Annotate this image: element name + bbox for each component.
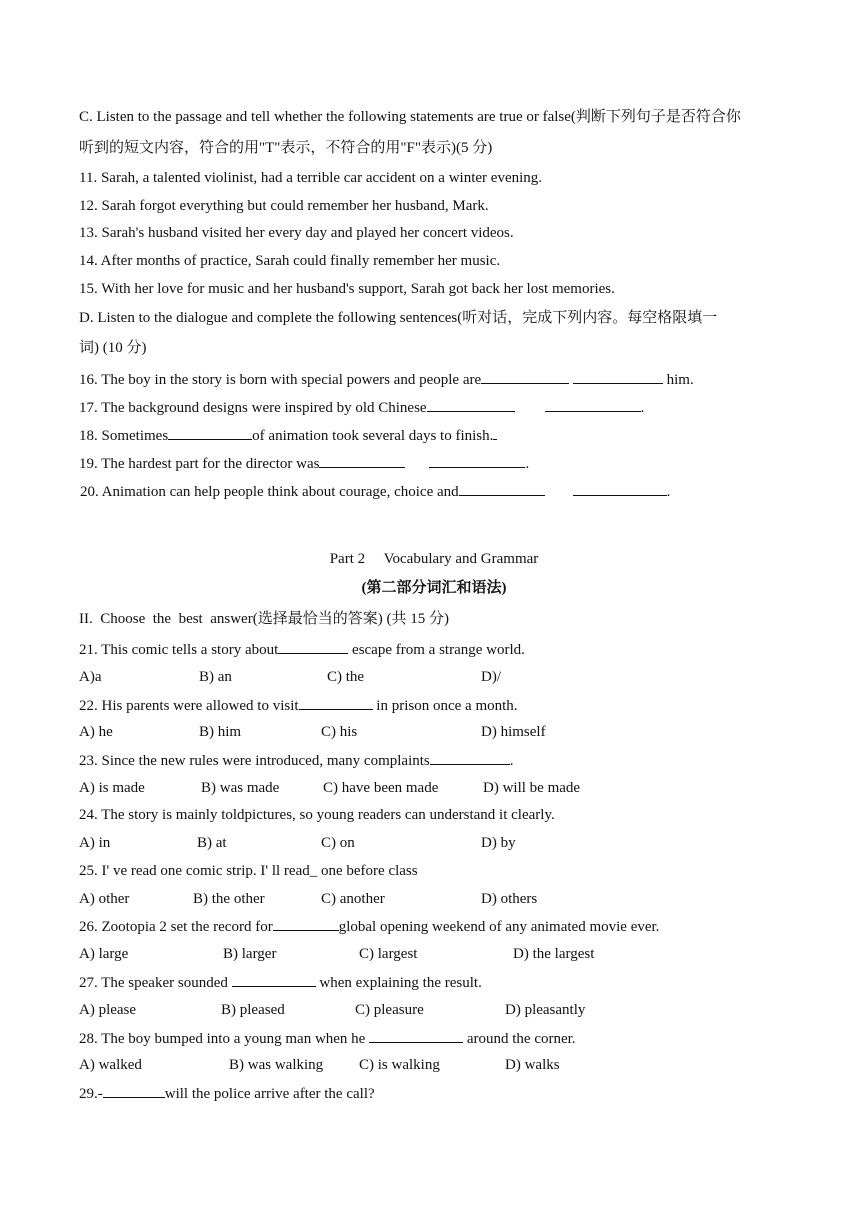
answer-blank[interactable]	[545, 398, 641, 412]
answer-blank[interactable]	[573, 370, 663, 384]
option-d[interactable]: D) the largest	[513, 946, 595, 962]
answer-blank[interactable]	[168, 426, 252, 440]
answer-blank[interactable]	[430, 751, 510, 765]
option-c[interactable]: C) another	[321, 891, 385, 907]
statement-11: 11. Sarah, a talented violinist, had a terrible car accident on a winter evening.	[79, 170, 543, 186]
option-b[interactable]: B) the other	[193, 891, 265, 907]
option-c[interactable]: C) the	[327, 669, 365, 685]
answer-blank[interactable]	[369, 1029, 463, 1043]
question-17: 17. The background designs were inspired by old Chinese .	[79, 400, 645, 416]
section-c-header-line2: 听到的短文内容，符合的用"T"表示，不符合的用"F"表示)(5 分)	[79, 140, 493, 156]
answer-blank[interactable]	[278, 640, 348, 654]
question-20: 20. Animation can help people think about courage, choice and .	[80, 484, 671, 500]
option-c[interactable]: C) have been made	[323, 780, 439, 796]
option-a[interactable]: A) in	[79, 835, 111, 851]
option-a[interactable]: A) walked	[79, 1057, 142, 1073]
answer-blank[interactable]	[481, 370, 569, 384]
answer-blank[interactable]	[103, 1084, 165, 1098]
option-c[interactable]: C) pleasure	[355, 1002, 424, 1018]
question-27: 27. The speaker sounded when explaining the result.	[79, 975, 482, 991]
question-29: 29.- will the police arrive after the call?	[79, 1086, 375, 1102]
answer-blank[interactable]	[429, 454, 525, 468]
statement-13: 13. Sarah's husband visited her every day and played her concert videos.	[79, 225, 514, 241]
answer-blank[interactable]	[459, 482, 545, 496]
statement-15: 15. With her love for music and her husband's support, Sarah got back her lost memories.	[79, 281, 615, 297]
answer-blank[interactable]	[273, 917, 339, 931]
option-c[interactable]: C) largest	[359, 946, 418, 962]
part-title: Part 2 Vocabulary and Grammar	[329, 551, 539, 567]
question-21: 21. This comic tells a story about escape from a strange world.	[79, 642, 525, 658]
question-22: 22. His parents were allowed to visit in prison once a month.	[79, 698, 518, 714]
option-b[interactable]: B) at	[197, 835, 227, 851]
option-c[interactable]: C) his	[321, 724, 358, 740]
question-18: 18. Sometimes of animation took several days to finish.	[79, 426, 497, 445]
option-a[interactable]: A) he	[79, 724, 113, 740]
statement-14: 14. After months of practice, Sarah could finally remember her music.	[79, 253, 501, 269]
answer-blank[interactable]	[573, 482, 667, 496]
option-d[interactable]: D) pleasantly	[505, 1002, 586, 1018]
section-d-header-line1: D. Listen to the dialogue and complete the following sentences(听对话，完成下列内容。每空格限填一	[79, 310, 718, 326]
question-23: 23. Since the new rules were introduced, many complaints .	[79, 753, 514, 769]
option-b[interactable]: B) an	[199, 669, 232, 685]
question-16: 16. The boy in the story is born with special powers and people are him.	[79, 372, 694, 388]
answer-blank[interactable]	[299, 696, 373, 710]
option-d[interactable]: D) others	[481, 891, 538, 907]
section-c-header-line1: C. Listen to the passage and tell whether the following statements are true or false(判断下列句子是否符合你	[79, 109, 741, 125]
option-c[interactable]: C) on	[321, 835, 355, 851]
question-25: 25. I' ve read one comic strip. I' ll read_ one before class	[79, 863, 418, 879]
section-ii-instruction: II. Choose the best answer(选择最恰当的答案) (共 15 分)	[79, 611, 449, 627]
option-b[interactable]: B) was walking	[229, 1057, 324, 1073]
question-24: 24. The story is mainly toldpictures, so young readers can understand it clearly.	[79, 807, 555, 823]
option-a[interactable]: A) large	[79, 946, 129, 962]
option-d[interactable]: D)/	[481, 669, 501, 685]
option-b[interactable]: B) him	[199, 724, 242, 740]
part-subtitle: (第二部分词汇和语法)	[361, 580, 507, 596]
option-b[interactable]: B) pleased	[221, 1002, 285, 1018]
option-b[interactable]: B) larger	[223, 946, 277, 962]
option-d[interactable]: D) will be made	[483, 780, 581, 796]
option-a[interactable]: A)a	[79, 669, 102, 685]
question-26: 26. Zootopia 2 set the record for global opening weekend of any animated movie ever.	[79, 919, 660, 935]
option-a[interactable]: A) is made	[79, 780, 145, 796]
option-b[interactable]: B) was made	[201, 780, 280, 796]
option-d[interactable]: D) himself	[481, 724, 546, 740]
question-19: 19. The hardest part for the director was .	[79, 456, 530, 472]
statement-12: 12. Sarah forgot everything but could remember her husband, Mark.	[79, 198, 489, 214]
option-d[interactable]: D) by	[481, 835, 516, 851]
option-d[interactable]: D) walks	[505, 1057, 560, 1073]
option-a[interactable]: A) other	[79, 891, 130, 907]
option-c[interactable]: C) is walking	[359, 1057, 440, 1073]
question-28: 28. The boy bumped into a young man when he around the corner.	[79, 1031, 576, 1047]
section-d-header-line2: 词) (10 分)	[79, 340, 147, 356]
answer-blank[interactable]	[232, 973, 316, 987]
option-a[interactable]: A) please	[79, 1002, 137, 1018]
answer-blank[interactable]	[427, 398, 515, 412]
answer-blank[interactable]	[319, 454, 405, 468]
